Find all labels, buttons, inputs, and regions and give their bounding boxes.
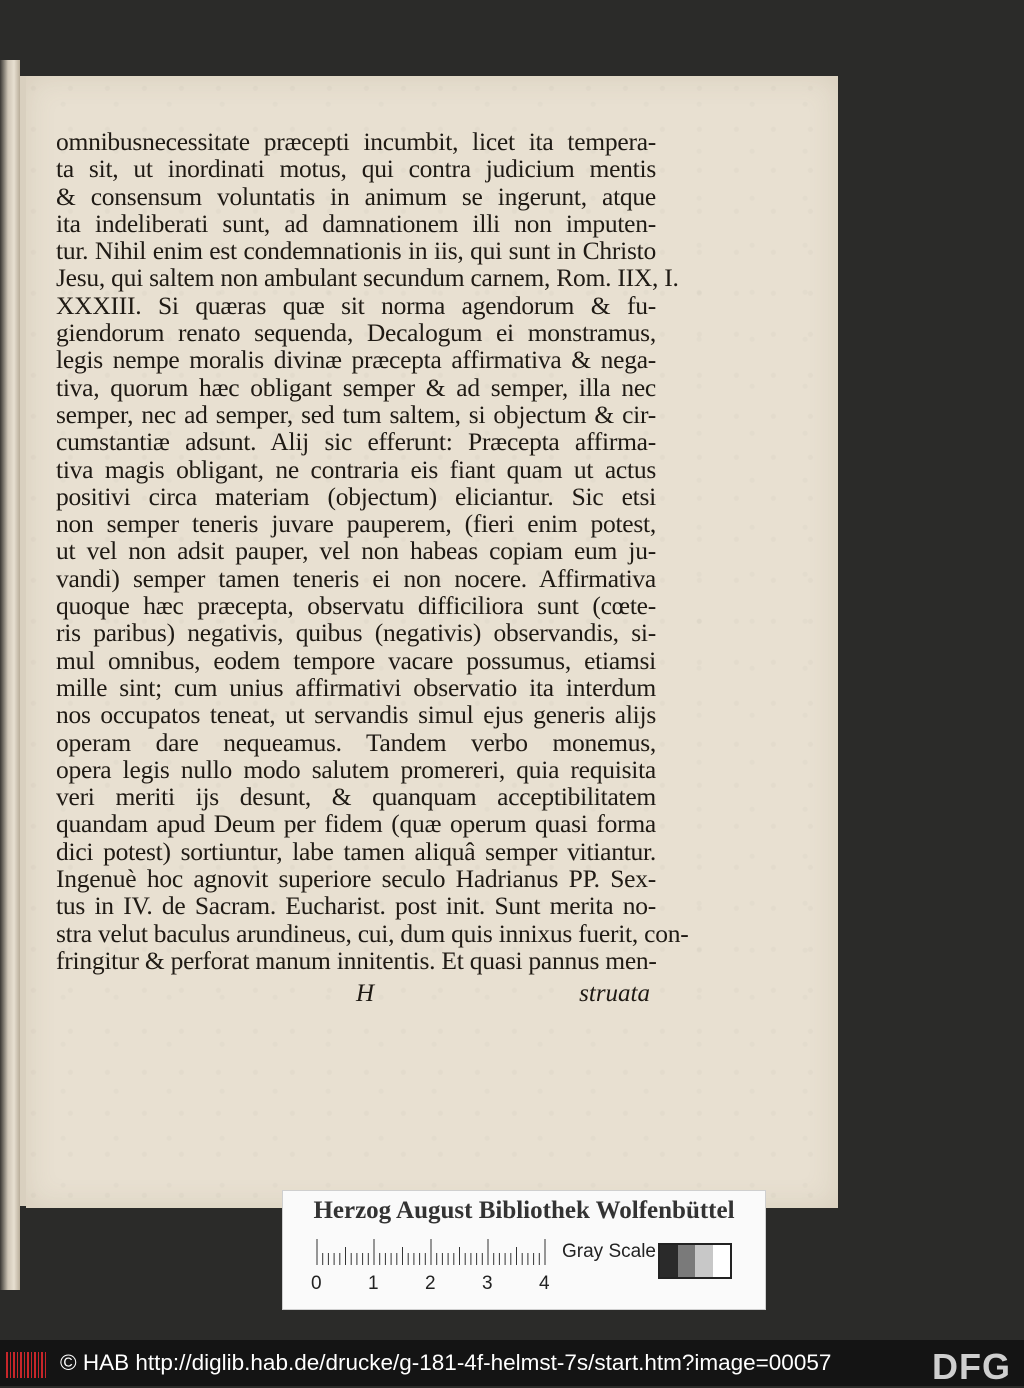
text-line: Ingenuè hoc agnovit superiore seculo Hadrianus PP. Sex- — [56, 864, 656, 894]
gray-swatch-white — [713, 1245, 731, 1277]
gray-swatch-dark — [660, 1245, 678, 1277]
ruler-number: 4 — [539, 1273, 550, 1294]
ruler-number: 0 — [311, 1273, 322, 1294]
text-line: Jesu, qui saltem non ambulant secundum carnem, Rom. IIX, I. — [56, 263, 679, 293]
barcode-icon — [6, 1352, 46, 1378]
text-line: dici potest) sortiuntur, labe tamen aliquâ semper vitiantur. — [56, 836, 656, 866]
text-line: positivi circa materiam (objectum) eliciantur. Sic etsi — [56, 481, 656, 511]
library-card — [282, 1190, 766, 1310]
ruler-numbers — [311, 1273, 571, 1295]
ruler-number: 3 — [482, 1273, 493, 1294]
signature-mark: H — [356, 980, 375, 1007]
catchword: struata — [579, 980, 650, 1007]
ruler-number: 2 — [425, 1273, 436, 1294]
text-line: giendorum renato sequenda, Decalogum ei monstramus, — [56, 318, 656, 348]
text-line: semper, nec ad semper, sed tum saltem, si objectum & cir- — [56, 399, 656, 429]
library-title: Herzog August Bibliothek Wolfenbüttel — [313, 1197, 735, 1224]
text-line: omnibusnecessitate præcepti incumbit, licet ita tempera- — [56, 127, 656, 156]
text-line: ris paribus) negativis, quibus (negativis) observandis, si- — [56, 618, 656, 648]
text-line: quandam apud Deum per fidem (quæ operum quasi forma — [56, 809, 656, 839]
gray-swatch-mid — [678, 1245, 696, 1277]
text-line: quoque hæc præcepta, observatu difficiliora sunt (cœte- — [56, 591, 656, 621]
text-line: mul omnibus, eodem tempore vacare possumus, etiamsi — [56, 645, 656, 675]
gray-swatch-light — [695, 1245, 713, 1277]
gray-scale-label: Gray Scale — [562, 1241, 656, 1262]
copyright-url[interactable]: © HAB http://diglib.hab.de/drucke/g-181-4f-helmst-7s/start.htm?image=00057 — [60, 1350, 832, 1375]
text-line: cumstantiæ adsunt. Alij sic efferunt: Præcepta affirma- — [56, 427, 656, 457]
page-text — [56, 127, 689, 975]
text-line: fringitur & perforat manum innitentis. Et quasi pannus men- — [56, 945, 657, 975]
text-line: tur. Nihil enim est condemnationis in iis, qui sunt in Christo — [56, 236, 656, 266]
text-line: nos occupatos teneat, ut servandis simul ejus generis alijs — [56, 700, 656, 730]
text-line: stra velut baculus arundineus, cui, dum quis innixus fuerit, con- — [56, 918, 689, 948]
text-line: ita indeliberati sunt, ad damnationem illi non imputen- — [56, 208, 656, 238]
scale-ruler — [315, 1239, 549, 1265]
dfg-logo: DFG — [932, 1346, 1011, 1387]
text-line: vandi) semper tamen teneris ei non nocere. Affirmativa — [56, 563, 656, 593]
ruler-number: 1 — [368, 1273, 379, 1294]
text-line: tiva, quorum hæc obligant semper & ad semper, illa nec — [56, 372, 656, 402]
text-line: mille sint; cum unius affirmativi observatio ita interdum — [56, 672, 656, 702]
gray-scale-swatch — [658, 1243, 732, 1279]
text-line: non semper teneris juvare pauperem, (fieri enim potest, — [56, 509, 656, 539]
text-line: ta sit, ut inordinati motus, qui contra judicium mentis — [56, 154, 656, 184]
text-line: ut vel non adsit pauper, vel non habeas copiam eum ju- — [56, 536, 656, 566]
page-footer — [56, 980, 650, 1008]
text-line: & consensum voluntatis in animum se ingerunt, atque — [56, 181, 656, 211]
text-line: tiva magis obligant, ne contraria eis fiant quam ut actus — [56, 454, 656, 484]
text-line: operam dare nequeamus. Tandem verbo monemus, — [56, 727, 656, 757]
text-line: tus in IV. de Sacram. Eucharist. post init. Sunt merita no- — [56, 891, 656, 921]
text-line: XXXIII. Si quæras quæ sit norma agendorum & fu- — [56, 290, 656, 320]
footer-bar — [0, 1340, 1024, 1386]
text-line: opera legis nullo modo salutem promereri, quia requisita — [56, 754, 656, 784]
book-edge — [0, 60, 20, 1290]
text-line: veri meriti ijs desunt, & quanquam acceptibilitatem — [56, 782, 656, 812]
text-line: legis nempe moralis divinæ præcepta affirmativa & nega- — [56, 345, 656, 375]
